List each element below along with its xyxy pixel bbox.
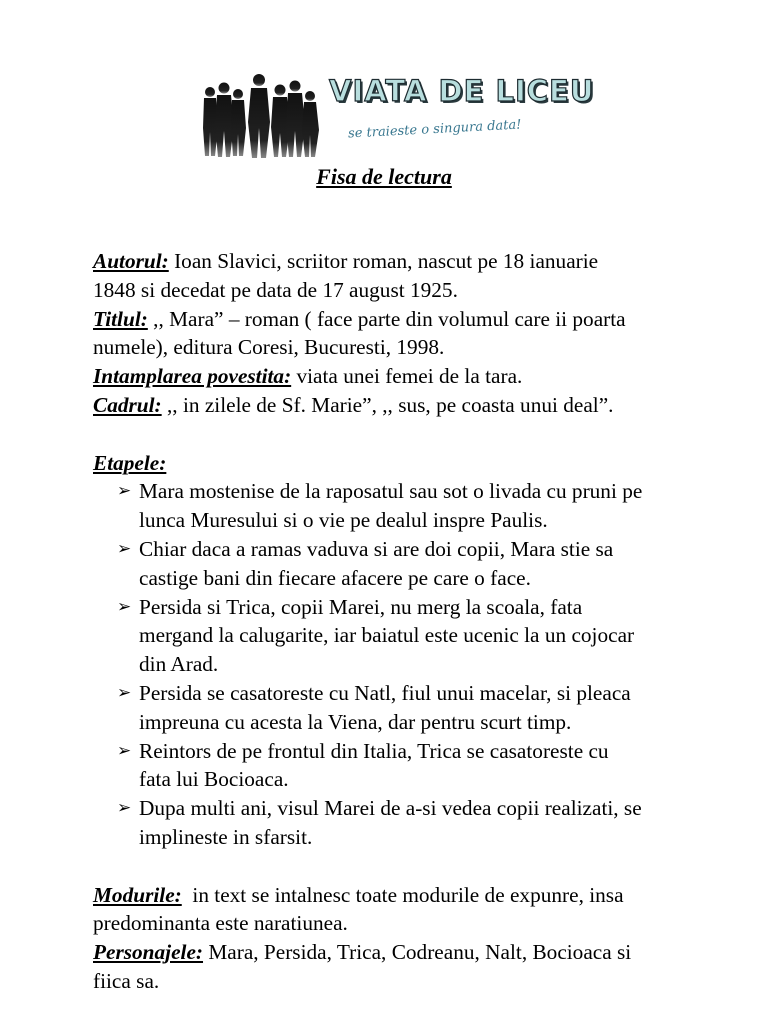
plot-line — [93, 362, 733, 391]
logo-title: VIATA DE LICEU — [329, 74, 595, 108]
characters-text: Mara, Persida, Trica, Codreanu, Nalt, Bocioaca si — [203, 940, 632, 965]
list-item: ➢ Dupa multi ani, visul Marei de a-si vedea copii realizati, se implineste in sfarsit. — [117, 796, 642, 849]
group-of-people-icon — [196, 70, 324, 160]
list-item: ➢ Chiar daca a ramas vaduva si are doi copii, Mara stie sa castige bani din fiecare afacere pe care o face. — [117, 536, 614, 590]
plot-text: viata unei femei de la tara. — [291, 364, 523, 389]
modes-line — [93, 881, 733, 910]
title-text: ,, Mara” – roman ( face parte din volumul care ii poarta — [147, 306, 626, 331]
stages-label: Etapele: — [93, 450, 167, 475]
list-item: ➢ Mara mostenise de la raposatul sau sot o livada cu pruni pe lunca Muresului si o vie pe dealul inspre Paulis. — [117, 479, 643, 533]
list-item: ➢ Reintors de pe frontul din Italia, Trica se casatoreste cu fata lui Bocioaca. — [117, 738, 609, 792]
setting-line — [93, 391, 733, 420]
setting-text: ,, in zilele de Sf. Marie”, ,, sus, pe coasta unui deal”. — [161, 392, 614, 417]
author-text: Ioan Slavici, scriitor roman, nascut pe 18 ianuarie — [168, 249, 599, 273]
characters-label: Personajele: — [93, 940, 204, 965]
author-line-2: 1848 si decedat pe data de 17 august 1925. — [93, 277, 458, 302]
stages-heading — [93, 449, 733, 478]
logo-tagline: se traieste o singura data! — [347, 117, 522, 142]
list-item: ➢ Persida se casatoreste cu Natl, fiul unui macelar, si pleaca impreuna cu acesta la Viena, dar pentru scurt timp. — [117, 680, 631, 734]
author-label: Autorul: — [93, 249, 169, 273]
arrow-bullet-icon: ➢ — [117, 682, 132, 702]
author-line — [93, 247, 733, 276]
stages-list — [93, 477, 733, 851]
list-item: ➢ Persida si Trica, copii Marei, nu merg la scoala, fata mergand la calugarite, iar baiatul este ucenic la un cojocar din Arad. — [117, 594, 635, 677]
title-line-2: numele), editura Coresi, Bucuresti, 1998. — [93, 335, 445, 360]
logo — [196, 66, 616, 162]
arrow-bullet-icon: ➢ — [117, 596, 132, 616]
title-label: Titlul: — [93, 306, 148, 331]
modes-text: in text se intalnesc toate modurile de expunre, insa — [181, 882, 624, 907]
characters-line — [93, 938, 733, 967]
setting-label: Cadrul: — [93, 392, 162, 417]
arrow-bullet-icon: ➢ — [117, 481, 132, 501]
arrow-bullet-icon: ➢ — [117, 740, 132, 760]
plot-label: Intamplarea povestita: — [93, 364, 292, 389]
arrow-bullet-icon: ➢ — [117, 538, 132, 558]
modes-label: Modurile: — [93, 882, 182, 907]
modes-line-2: predominanta este naratiunea. — [93, 911, 348, 936]
document-body — [93, 247, 733, 996]
characters-line-2: fiica sa. — [93, 968, 160, 993]
arrow-bullet-icon: ➢ — [117, 798, 132, 818]
document-title: Fisa de lectura — [316, 164, 452, 189]
title-line — [93, 305, 733, 334]
